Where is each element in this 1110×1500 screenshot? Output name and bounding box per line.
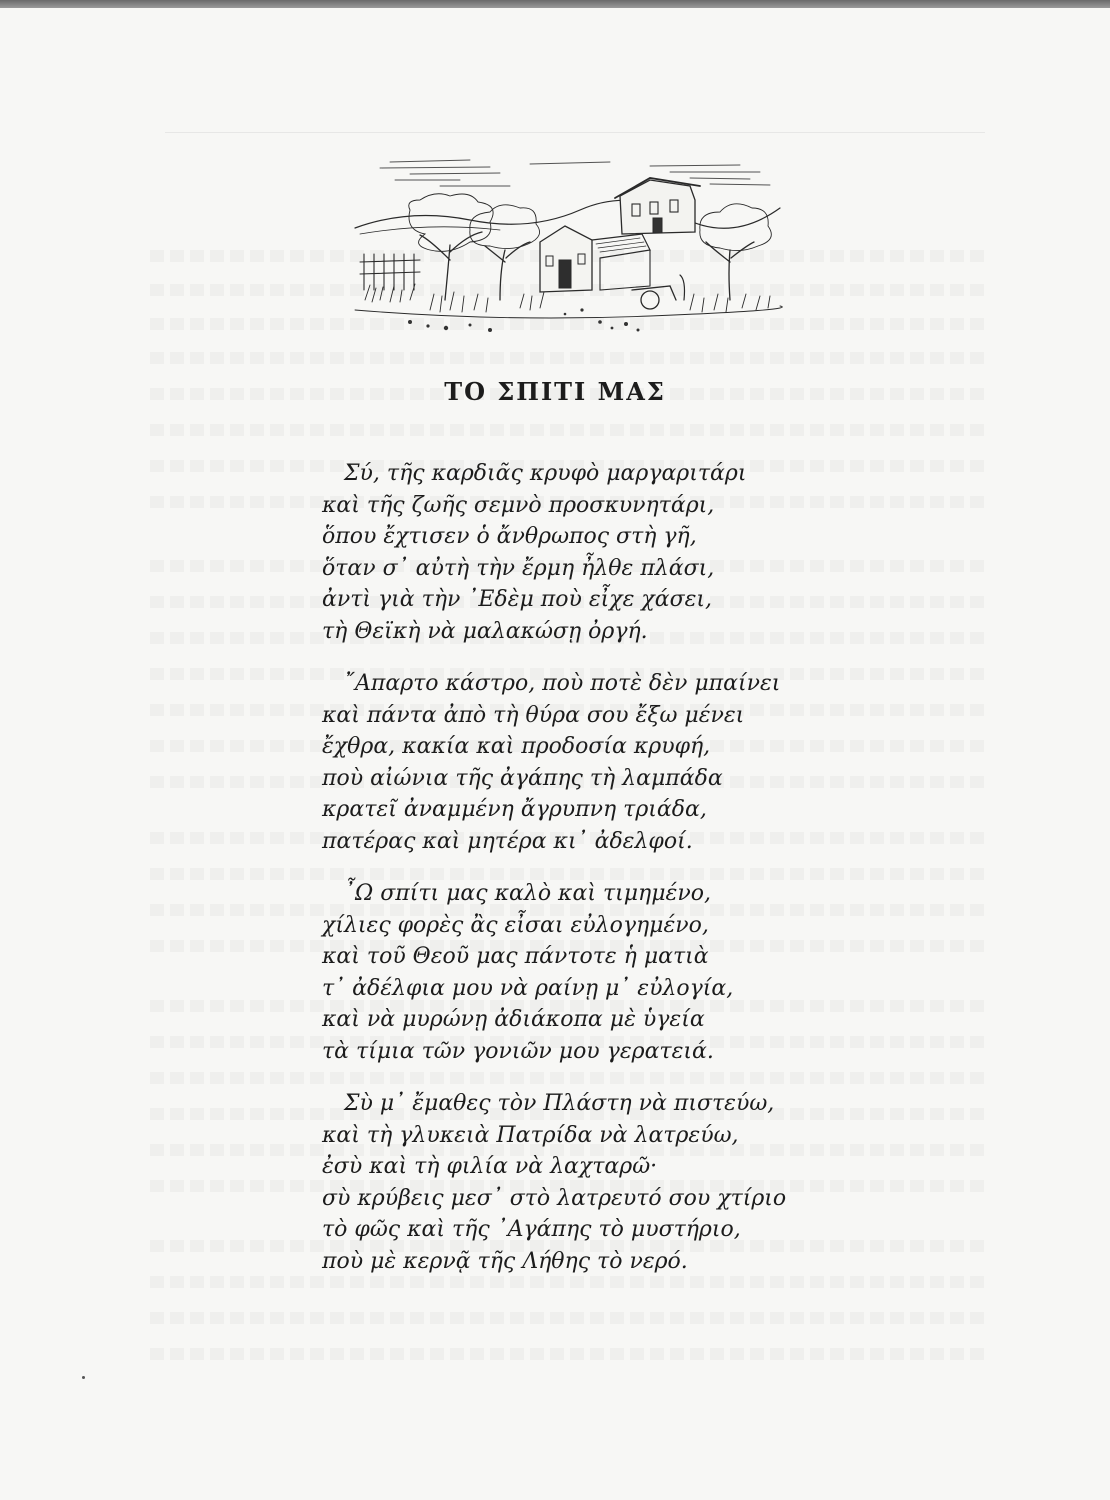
poem-line: ἐσὺ καὶ τὴ φιλία νὰ λαχταρῶ· — [322, 1154, 658, 1179]
poem-line: σὺ κρύβεις μεσ᾽ στὸ λατρευτό σου χτίριο — [322, 1185, 787, 1211]
poem-line: Σὺ μ᾽ ἔμαθες τὸν Πλάστη νὰ πιστεύω, — [344, 1091, 775, 1116]
poem-line: τὴ Θεϊκὴ νὰ μαλακώσῃ ὀργή. — [322, 618, 648, 644]
poem-line: πατέρας καὶ μητέρα κι᾽ ἀδελφοί. — [322, 828, 693, 854]
poem-line: καὶ τοῦ Θεοῦ μας πάντοτε ἡ ματιὰ — [322, 944, 709, 969]
stanza — [322, 1088, 882, 1277]
page-title: ΤΟ ΣΠΙΤΙ ΜΑΣ — [444, 377, 666, 406]
poem-line: ἔχθρα, κακία καὶ προδοσία κρυφή, — [322, 734, 711, 759]
poem-line: καὶ πάντα ἀπὸ τὴ θύρα σου ἔξω μένει — [322, 702, 745, 728]
poem-line: τὸ φῶς καὶ τῆς ᾽Αγάπης τὸ μυστήριο, — [322, 1217, 741, 1242]
poem — [322, 458, 882, 1298]
poem-line: χίλιες φορὲς ἂς εἶσαι εὐλογημένο, — [322, 912, 709, 938]
poem-line: ὅπου ἔχτισεν ὁ ἄνθρωπος στὴ γῆ, — [322, 524, 697, 549]
house-illustration — [350, 150, 785, 335]
poem-line: καὶ νὰ μυρώνῃ ἀδιάκοπα μὲ ὑγεία — [322, 1007, 705, 1032]
poem-line: ποὺ αἰώνια τῆς ἀγάπης τὴ λαμπάδα — [322, 765, 723, 791]
stanza — [322, 668, 882, 857]
stanza — [322, 878, 882, 1067]
poem-line: ῎Απαρτο κάστρο, ποὺ ποτὲ δὲν μπαίνει — [344, 671, 781, 696]
poem-line: ῏Ω σπίτι μας καλὸ καὶ τιμημένο, — [344, 881, 711, 906]
poem-line: Σύ, τῆς καρδιᾶς κρυφὸ μαργαριτάρι — [344, 461, 747, 486]
stanza — [322, 458, 882, 647]
poem-line: ἀντὶ γιὰ τὴν ᾽Εδὲμ ποὺ εἶχε χάσει, — [322, 587, 713, 612]
poem-line: ὅταν σ᾽ αὐτὴ τὴν ἔρμη ἦλθε πλάσι, — [322, 555, 715, 581]
poem-line: κρατεῖ ἀναμμένη ἄγρυπνη τριάδα, — [322, 797, 707, 822]
poem-line: καὶ τῆς ζωῆς σεμνὸ προσκυνητάρι, — [322, 492, 715, 518]
poem-line: τ᾽ ἀδέλφια μου νὰ ραίνῃ μ᾽ εὐλογία, — [322, 975, 734, 1001]
ink-speck — [82, 1376, 85, 1379]
poem-line: καὶ τὴ γλυκειὰ Πατρίδα νὰ λατρεύω, — [322, 1122, 739, 1148]
poem-line: ποὺ μὲ κερνᾷ τῆς Λήθης τὸ νερό. — [322, 1248, 688, 1274]
page-top-edge — [0, 0, 1110, 8]
poem-line: τὰ τίμια τῶν γονιῶν μου γερατειά. — [322, 1038, 714, 1064]
